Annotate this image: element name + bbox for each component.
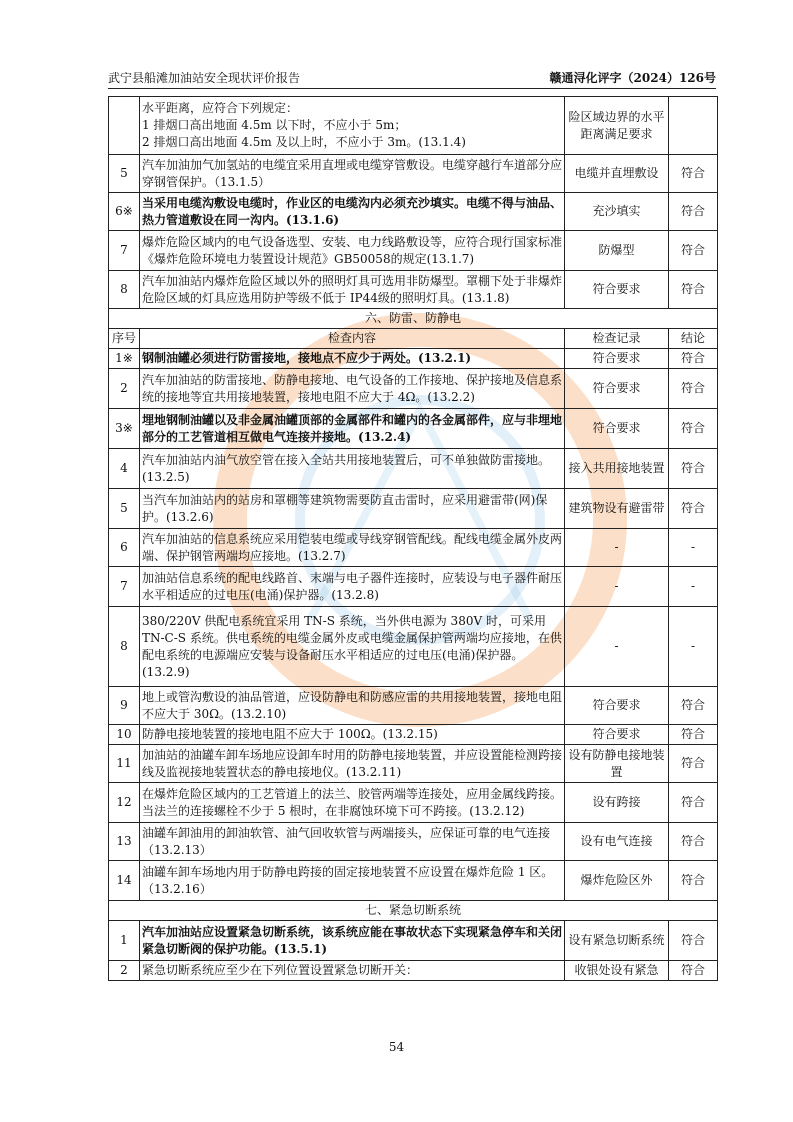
check-record: 充沙填实 (565, 193, 669, 231)
check-record: 符合要求 (565, 687, 669, 725)
check-record: 符合要求 (565, 369, 669, 409)
check-result: - (669, 529, 718, 567)
check-result: 符合 (669, 231, 718, 271)
section-title: 六、防雷、防静电 (109, 309, 718, 329)
check-result: 符合 (669, 783, 718, 823)
page-header (108, 70, 716, 89)
table-row (109, 409, 718, 449)
check-content: 汽车加油加气加氢站的电缆宜采用直埋或电缆穿管敷设。电缆穿越行车道部分应穿钢管保护。（13.1.5） (140, 155, 565, 193)
row-number: 2 (109, 369, 140, 409)
row-number: 10 (109, 725, 140, 745)
table-row (109, 97, 718, 155)
check-record: 建筑物设有避雷带 (565, 489, 669, 529)
table-row (109, 823, 718, 861)
table-row (109, 607, 718, 687)
row-number: 4 (109, 449, 140, 489)
check-record: 符合要求 (565, 725, 669, 745)
row-number: 8 (109, 271, 140, 309)
check-content: 当采用电缆沟敷设电缆时，作业区的电缆沟内必须充沙填实。电缆不得与油品、热力管道敷设在同一沟内。(13.1.6) (140, 193, 565, 231)
check-record: - (565, 529, 669, 567)
check-result: 符合 (669, 449, 718, 489)
check-content: 爆炸危险区域内的电气设备选型、安装、电力线路敷设等，应符合现行国家标准《爆炸危险环境电力装置设计规范》GB50058的规定(13.1.7) (140, 231, 565, 271)
check-content: 在爆炸危险区域内的工艺管道上的法兰、胶管两端等连接处，应用金属线跨接。当法兰的连接螺栓不少于 5 根时，在非腐蚀环境下可不跨接。(13.2.12) (140, 783, 565, 823)
check-record: 设有防静电接地装置 (565, 745, 669, 783)
row-number: 5 (109, 489, 140, 529)
row-number (109, 97, 140, 155)
table-row (109, 349, 718, 369)
check-content: 汽车加油站的信息系统应采用铠装电缆或导线穿钢管配线。配线电缆金属外皮两端、保护钢管两端均应接地。(13.2.7) (140, 529, 565, 567)
check-content: 紧急切断系统应至少在下列位置设置紧急切断开关： (140, 961, 565, 981)
check-content: 加油站信息系统的配电线路首、末端与电子器件连接时，应装设与电子器件耐压水平相适应的过电压(电涌)保护器。(13.2.8) (140, 567, 565, 607)
check-content: 汽车加油站应设置紧急切断系统，该系统应能在事故状态下实现紧急停车和关闭紧急切断阀的保护功能。(13.5.1) (140, 921, 565, 961)
column-header-row (109, 329, 718, 349)
section-title: 七、紧急切断系统 (109, 901, 718, 921)
row-number: 7 (109, 567, 140, 607)
column-header-record: 检查记录 (565, 329, 669, 349)
check-record: 设有电气连接 (565, 823, 669, 861)
section-heading-row (109, 309, 718, 329)
table-row (109, 921, 718, 961)
column-header-content: 检查内容 (140, 329, 565, 349)
row-number: 14 (109, 861, 140, 901)
row-number: 9 (109, 687, 140, 725)
table-row (109, 369, 718, 409)
check-content: 埋地钢制油罐以及非金属油罐顶部的金属部件和罐内的各金属部件，应与非埋地部分的工艺管道相互做电气连接并接地。(13.2.4) (140, 409, 565, 449)
check-content: 水平距离，应符合下列规定： 1 排烟口高出地面 4.5m 以下时，不应小于 5m； 2 排烟口高出地面 4.5m 及以上时，不应小于 3m。(13.1.4) (140, 97, 565, 155)
check-record: 爆炸危险区外 (565, 861, 669, 901)
check-content: 油罐车卸车场地内用于防静电跨接的固定接地装置不应设置在爆炸危险 1 区。（13.2.16） (140, 861, 565, 901)
check-content: 油罐车卸油用的卸油软管、油气回收软管与两端接头，应保证可靠的电气连接（13.2.13） (140, 823, 565, 861)
report-title: 武宁县船滩加油站安全现状评价报告 (108, 71, 301, 85)
row-number: 1※ (109, 349, 140, 369)
check-result: 符合 (669, 745, 718, 783)
table-row (109, 271, 718, 309)
table-row (109, 489, 718, 529)
table-row (109, 745, 718, 783)
check-result: 符合 (669, 687, 718, 725)
row-number: 5 (109, 155, 140, 193)
check-result: 符合 (669, 961, 718, 981)
check-result: 符合 (669, 725, 718, 745)
table-row (109, 155, 718, 193)
row-number: 13 (109, 823, 140, 861)
table-row (109, 861, 718, 901)
row-number: 7 (109, 231, 140, 271)
check-result: - (669, 607, 718, 687)
row-number: 12 (109, 783, 140, 823)
row-number: 11 (109, 745, 140, 783)
check-record: 设有跨接 (565, 783, 669, 823)
inspection-table (108, 96, 718, 981)
row-number: 1 (109, 921, 140, 961)
row-number: 6※ (109, 193, 140, 231)
check-record: 接入共用接地装置 (565, 449, 669, 489)
check-content: 地上或管沟敷设的油品管道，应设防静电和防感应雷的共用接地装置，接地电阻不应大于 30Ω。(13.2.10) (140, 687, 565, 725)
section-heading-row (109, 901, 718, 921)
table-row (109, 193, 718, 231)
check-result: 符合 (669, 823, 718, 861)
table-row (109, 529, 718, 567)
row-number: 6 (109, 529, 140, 567)
check-record: - (565, 607, 669, 687)
check-result: 符合 (669, 369, 718, 409)
row-number: 8 (109, 607, 140, 687)
column-header-no: 序号 (109, 329, 140, 349)
check-record: 防爆型 (565, 231, 669, 271)
check-content: 汽车加油站内爆炸危险区域以外的照明灯具可选用非防爆型。罩棚下处于非爆炸危险区域的灯具应选用防护等级不低于 IP44级的照明灯具。(13.1.8) (140, 271, 565, 309)
check-content: 汽车加油站的防雷接地、防静电接地、电气设备的工作接地、保护接地及信息系统的接地等宜共用接地装置，接地电阻不应大于 4Ω。(13.2.2) (140, 369, 565, 409)
row-number: 2 (109, 961, 140, 981)
check-result: 符合 (669, 409, 718, 449)
table-row (109, 231, 718, 271)
check-result (669, 97, 718, 155)
check-result: 符合 (669, 349, 718, 369)
table-row (109, 961, 718, 981)
check-content: 防静电接地装置的接地电阻不应大于 100Ω。(13.2.15) (140, 725, 565, 745)
check-result: 符合 (669, 193, 718, 231)
check-record: 收银处设有紧急 (565, 961, 669, 981)
table-row (109, 567, 718, 607)
check-record: 符合要求 (565, 409, 669, 449)
check-result: 符合 (669, 155, 718, 193)
column-header-result: 结论 (669, 329, 718, 349)
check-content: 380/220V 供配电系统宜采用 TN-S 系统，当外供电源为 380V 时，可采用 TN-C-S 系统。供电系统的电缆金属外皮或电缆金属保护管两端均应接地，在供配电系统的电源端应安装与设备耐压水平相适应的过电压(电涌)保护器。(13.2.9) (140, 607, 565, 687)
report-number: 赣通浔化评字（2024）126号 (549, 71, 716, 85)
check-result: 符合 (669, 861, 718, 901)
check-content: 当汽车加油站内的站房和罩棚等建筑物需要防直击雷时，应采用避雷带(网)保护。(13.2.6) (140, 489, 565, 529)
page-number: 54 (388, 1040, 405, 1054)
check-record: 设有紧急切断系统 (565, 921, 669, 961)
table-row (109, 449, 718, 489)
check-record: - (565, 567, 669, 607)
check-record: 符合要求 (565, 271, 669, 309)
check-content: 加油站的油罐车卸车场地应设卸车时用的防静电接地装置，并应设置能检测跨接线及监视接地装置状态的静电接地仪。(13.2.11) (140, 745, 565, 783)
check-result: - (669, 567, 718, 607)
check-record: 电缆并直埋敷设 (565, 155, 669, 193)
check-result: 符合 (669, 921, 718, 961)
check-result: 符合 (669, 271, 718, 309)
check-record: 符合要求 (565, 349, 669, 369)
table-row (109, 783, 718, 823)
check-result: 符合 (669, 489, 718, 529)
row-number: 3※ (109, 409, 140, 449)
check-content: 汽车加油站内油气放空管在接入全站共用接地装置后，可不单独做防雷接地。(13.2.5) (140, 449, 565, 489)
check-record: 险区域边界的水平距离满足要求 (565, 97, 669, 155)
table-row (109, 725, 718, 745)
table-row (109, 687, 718, 725)
check-content: 钢制油罐必须进行防雷接地，接地点不应少于两处。(13.2.1) (140, 349, 565, 369)
